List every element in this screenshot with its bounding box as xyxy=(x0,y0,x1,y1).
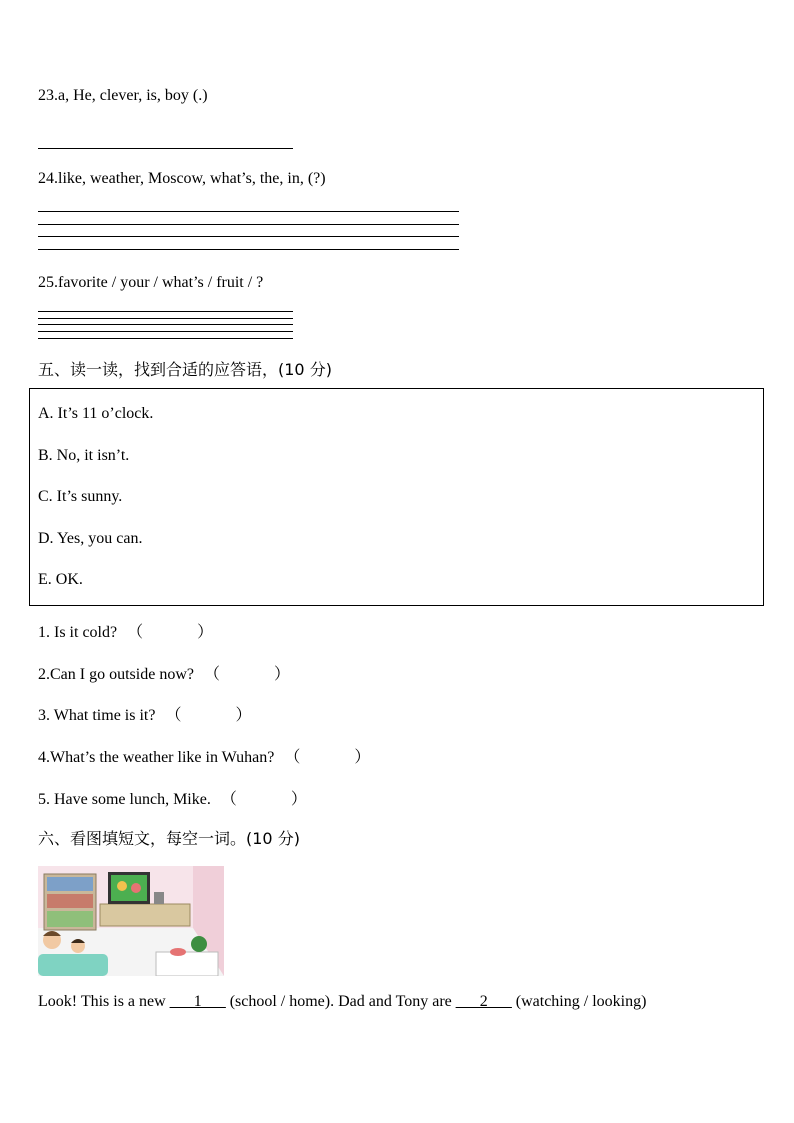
section-6-heading: 六、看图填短文，每空一词。(10 分) xyxy=(38,829,300,848)
option-b: B. No, it isn’t. xyxy=(38,447,130,464)
blank-1[interactable]: ___1___ xyxy=(169,993,226,1010)
tv-screen xyxy=(111,875,147,901)
option-e: E. OK. xyxy=(38,571,83,588)
question-text: like, weather, Moscow, what’s, the, in, (?) xyxy=(58,170,326,187)
option-c: C. It’s sunny. xyxy=(38,488,123,505)
passage-text: Look! This is a new xyxy=(38,993,170,1010)
answer-close-paren: ） xyxy=(290,789,307,808)
question-number: 25. xyxy=(38,274,58,291)
cartoon-character xyxy=(117,881,127,891)
watermelon xyxy=(191,936,207,952)
answer-line xyxy=(38,338,293,339)
passage-text: (school / home). Dad and Tony are xyxy=(225,993,456,1010)
match-question-1 xyxy=(38,619,213,642)
answer-line xyxy=(38,324,293,325)
cartoon-character xyxy=(131,883,141,893)
answer-line xyxy=(38,318,293,319)
tv-cabinet xyxy=(100,904,190,926)
living-room-picture xyxy=(38,866,224,976)
books-row xyxy=(47,877,93,891)
answer-open-paren: （ xyxy=(284,747,301,766)
table xyxy=(156,952,218,976)
match-question-3 xyxy=(38,702,252,725)
answer-open-paren: （ xyxy=(127,622,144,641)
match-question-2 xyxy=(38,661,290,684)
passage-text: (watching / looking) xyxy=(511,993,647,1010)
speaker xyxy=(154,892,164,904)
question-text: favorite / your / what’s / fruit / ? xyxy=(58,274,264,291)
answer-open-paren: （ xyxy=(165,705,182,724)
books-row xyxy=(47,894,93,908)
section-5-heading: 五、读一读，找到合适的应答语，(10 分) xyxy=(38,360,332,379)
option-a: A. It’s 11 o’clock. xyxy=(38,405,154,422)
question-number: 24. xyxy=(38,170,58,187)
books-row xyxy=(47,911,93,927)
answer-line xyxy=(38,211,459,212)
answer-close-paren: ） xyxy=(197,622,214,641)
answer-close-paren: ） xyxy=(274,664,291,683)
option-d: D. Yes, you can. xyxy=(38,530,143,547)
match-question-text: 3. What time is it? xyxy=(38,707,156,724)
match-question-4 xyxy=(38,744,370,767)
fruit-plate xyxy=(170,948,186,956)
answer-line xyxy=(38,236,459,237)
question-24 xyxy=(38,170,326,188)
answer-line xyxy=(38,249,459,250)
answer-line xyxy=(38,224,459,225)
match-question-text: 1. Is it cold? xyxy=(38,624,118,641)
question-25 xyxy=(38,274,263,292)
sofa xyxy=(38,954,108,976)
match-question-text: 5. Have some lunch, Mike. xyxy=(38,791,211,808)
fill-passage xyxy=(38,993,646,1011)
answer-line xyxy=(38,311,293,312)
answer-close-paren: ） xyxy=(235,705,252,724)
answer-line xyxy=(38,331,293,332)
match-question-5 xyxy=(38,786,307,809)
answer-line xyxy=(38,148,293,149)
blank-2[interactable]: ___2___ xyxy=(455,993,512,1010)
match-question-text: 4.What’s the weather like in Wuhan? xyxy=(38,749,275,766)
question-23 xyxy=(38,87,208,105)
question-number: 23. xyxy=(38,87,58,104)
answer-close-paren: ） xyxy=(354,747,371,766)
match-question-text: 2.Can I go outside now? xyxy=(38,666,194,683)
answer-open-paren: （ xyxy=(203,664,220,683)
answer-open-paren: （ xyxy=(220,789,237,808)
question-text: a, He, clever, is, boy (.) xyxy=(58,87,208,104)
